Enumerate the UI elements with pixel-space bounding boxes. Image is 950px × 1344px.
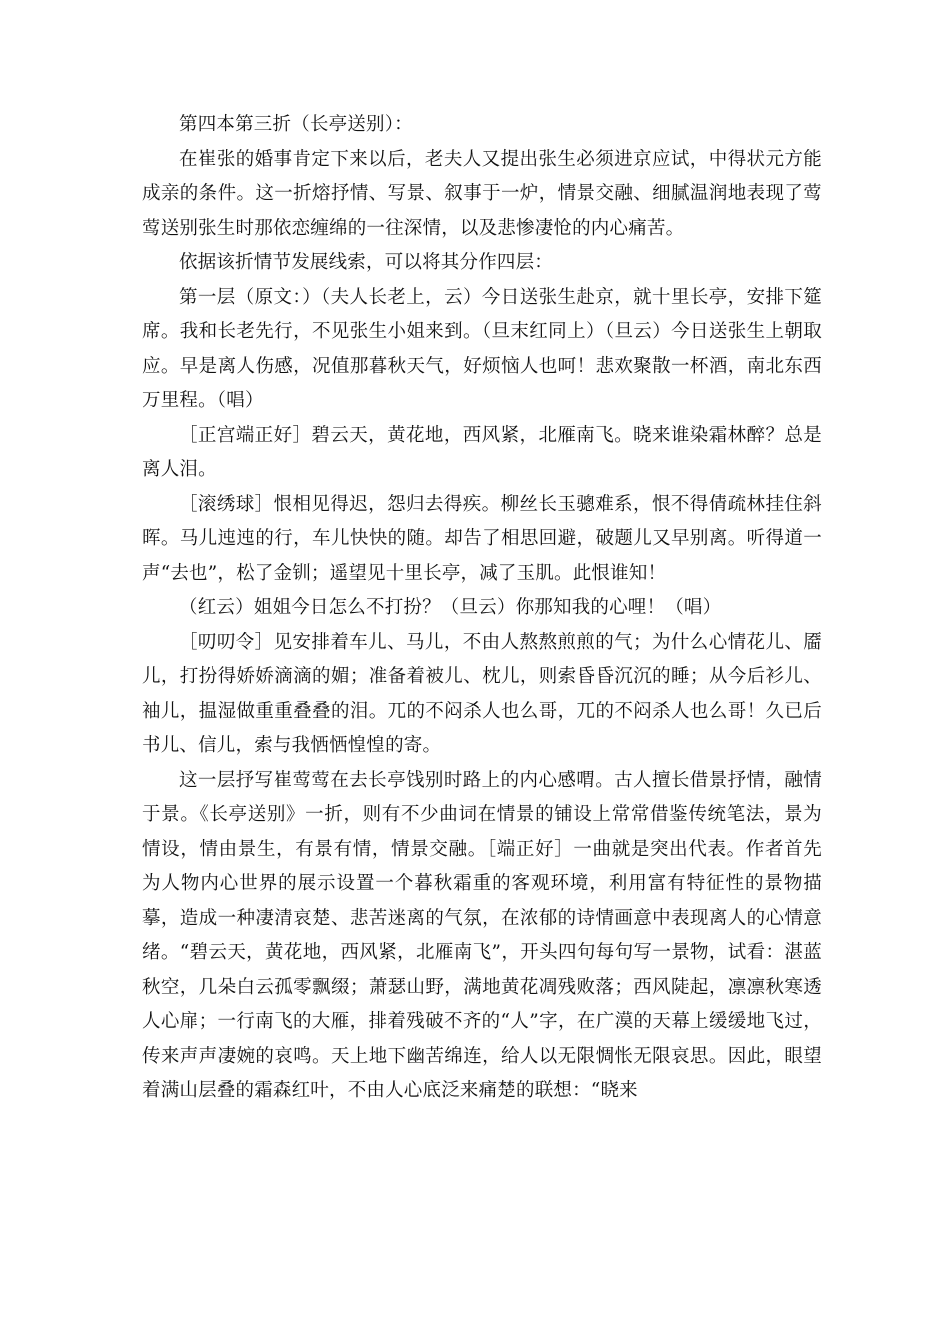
paragraph-daodaoling: ［叨叨令］见安排着车儿、马儿，不由人熬熬煎煎的气；为什么心情花儿、靥儿，打扮得娇娇滴滴的媚；准备着被儿、枕儿，则索昏昏沉沉的睡；从今后衫儿、袖儿，揾湿做重重叠叠的泪。兀的不闷杀人也么哥，兀的不闷杀人也么哥！久已后书儿、信儿，索与我恓恓惶惶的寄。 bbox=[142, 631, 822, 756]
paragraph-gunxiuqiu: ［滚绣球］恨相见得迟，怨归去得疾。柳丝长玉骢难系，恨不得倩疏林挂住斜晖。马儿迍迍的行，车儿快快的随。却告了相思回避，破题儿又早别离。听得道一声“去也”，松了金钏；遥望见十里长亭，减了玉肌。此恨谁知！ bbox=[142, 493, 822, 584]
paragraph-dialogue: （红云）姐姐今日怎么不打扮？（旦云）你那知我的心哩！（唱） bbox=[179, 597, 722, 618]
paragraph-analysis: 这一层抒写崔莺莺在去长亭饯别时路上的内心感喟。古人擅长借景抒情，融情于景。《长亭送别》一折，则有不少曲词在情景的铺设上常常借鉴传统笔法，景为情设，情由景生，有景有情，情景交融。［端正好］一曲就是突出代表。作者首先为人物内心世界的展示设置一个暮秋霜重的客观环境，利用富有特征性的景物描摹，造成一种凄清哀楚、悲苦迷离的气氛，在浓郁的诗情画意中表现离人的心情意绪。“碧云天，黄花地，西风紧，北雁南飞”，开头四句每句写一景物，试看：湛蓝秋空，几朵白云孤零飘缀；萧瑟山野，满地黄花凋残败落；西风陡起，凛凛秋寒透人心扉；一行南飞的大雁，排着残破不齐的“人”字，在广漠的天幕上缓缓地飞过，传来声声凄婉的哀鸣。天上地下幽苦绵连，给人以无限惆怅无限哀思。因此，眼望着满山层叠的霜森红叶，不由人心底泛来痛楚的联想：“晓来 bbox=[142, 769, 822, 1101]
paragraph-intro: 在崔张的婚事肯定下来以后，老夫人又提出张生必须进京应试，中得状元方能成亲的条件。这一折熔抒情、写景、叙事于一炉，情景交融、细腻温润地表现了莺莺送别张生时那依恋缠绵的一往深情，以及悲惨凄怆的内心痛苦。 bbox=[142, 148, 822, 239]
paragraph-layer-one-text: 第一层（原文：）（夫人长老上，云）今日送张生赴京，就十里长亭，安排下筵席。我和长老先行，不见张生小姐来到。（旦末红同上）（旦云）今日送张生上朝取应。早是离人伤感，况值那暮秋天气，好烦恼人也呵！悲欢聚散一杯酒，南北东西万里程。（唱） bbox=[142, 286, 822, 411]
section-heading: 第四本第三折（长亭送别）： bbox=[179, 114, 413, 135]
document-page bbox=[142, 108, 822, 1109]
paragraph-duanzhenghao: ［正宫端正好］碧云天，黄花地，西风紧，北雁南飞。晓来谁染霜林醉？总是离人泪。 bbox=[142, 424, 822, 480]
paragraph-structure: 依据该折情节发展线索，可以将其分作四层： bbox=[179, 252, 554, 273]
